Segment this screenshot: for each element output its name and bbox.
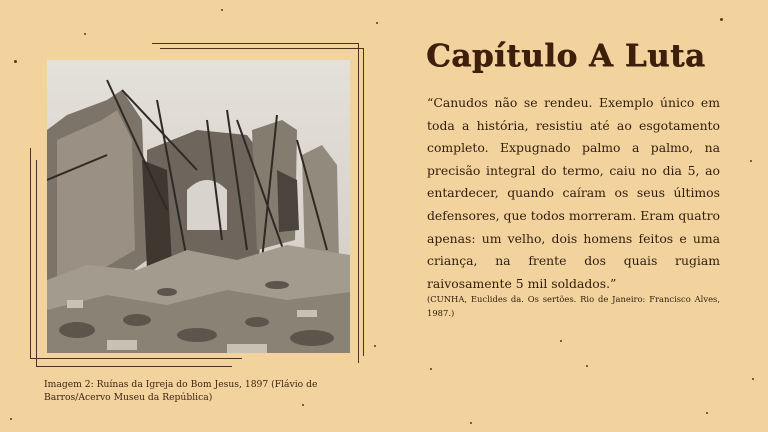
frame-line-right — [358, 43, 359, 363]
decor-speck — [374, 345, 376, 347]
decor-speck — [14, 60, 17, 63]
frame-line-left — [30, 148, 31, 358]
decor-speck — [376, 22, 378, 24]
frame-line-bottom — [30, 358, 242, 359]
decor-speck — [750, 160, 752, 162]
decor-speck — [706, 412, 708, 414]
decor-speck — [430, 368, 432, 370]
frame-line-top — [152, 43, 359, 44]
frame-line-bottom-inner — [36, 366, 232, 367]
quote-text: “Canudos não se rendeu. Exemplo único em toda a história, resistiu até ao esgotamento completo. Expugnado palmo a palmo, na precisão integral do termo, caiu no dia 5, ao entardecer, quando caíram os seus últimos defensores, que todos morreram. Eram quatro apenas: um velho, dois homens feitos e uma criança, na frente dos quais rugiam raivosamente 5 mil soldados.” — [427, 95, 720, 291]
decor-speck — [560, 340, 562, 342]
frame-line-left-inner — [36, 160, 37, 367]
slide-title: Capítulo A Luta — [426, 38, 706, 74]
frame-line-top-inner — [160, 48, 363, 49]
decor-speck — [302, 404, 304, 406]
image-caption: Imagem 2: Ruínas da Igreja do Bom Jesus, 1897 (Flávio de Barros/Acervo Museu da República) — [44, 379, 318, 403]
decor-speck — [720, 18, 723, 21]
decor-speck — [586, 365, 588, 367]
ruins-photo — [47, 60, 350, 353]
decor-speck — [221, 9, 223, 11]
decor-speck — [470, 422, 472, 424]
decor-speck — [752, 378, 754, 380]
decor-speck — [10, 418, 12, 420]
frame-line-right-inner — [363, 48, 364, 356]
ruins-photo-graphic — [47, 60, 350, 353]
decor-speck — [84, 33, 86, 35]
quote-reference: (CUNHA, Euclides da. Os sertões. Rio de Janeiro: Francisco Alves, 1987.) — [427, 294, 720, 318]
